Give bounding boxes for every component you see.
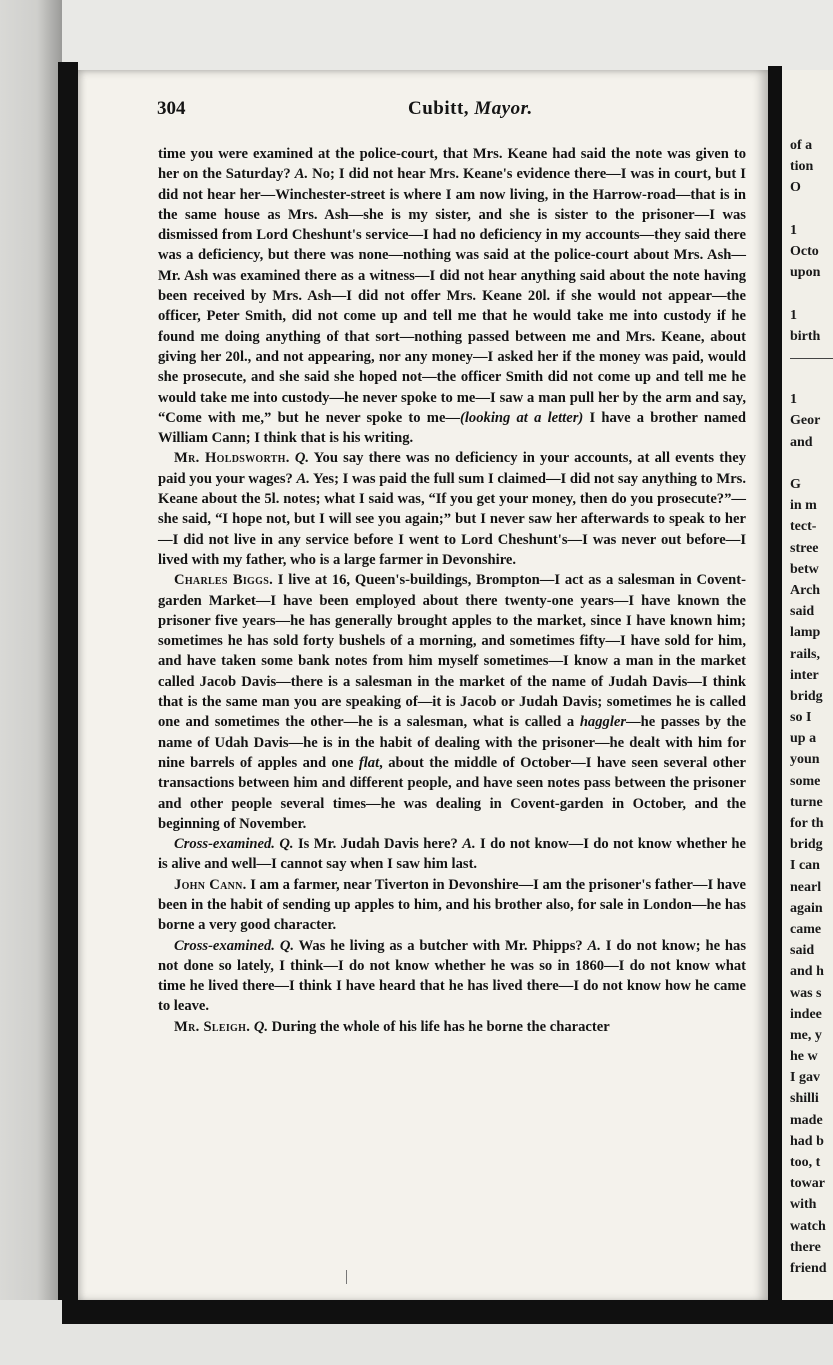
facing-page-line: 1	[790, 307, 797, 323]
facing-page-line: nearl	[790, 879, 822, 895]
running-head-name: Cubitt,	[408, 98, 470, 119]
facing-page-line: 1	[790, 392, 797, 408]
facing-page-line: rails,	[790, 646, 820, 662]
facing-page-line: tect-	[790, 519, 817, 535]
speaker-name: Mr. Sleigh.	[174, 1018, 251, 1035]
facing-page-line	[790, 453, 833, 474]
facing-page-line: said	[790, 604, 815, 620]
facing-page-line: G	[790, 477, 801, 492]
book-page	[78, 70, 768, 1302]
cross-examined-label: Cross-examined.	[174, 937, 275, 954]
text-run: Yes; I was paid the full sum I claimed—I did not say anything to Mrs. Keane about the 5l. notes; what I said was, “If you get your money, then do you prosecute?”—she said, “I hope not, but I will see you again;” but I never saw her afterwards to speak to her—I did not live in any service before I went to Lord Cheshunt's—I was never out before—I lived with my father, who is a large farmer in Devonshire.	[158, 470, 747, 568]
paragraph-cross-examined-biggs	[158, 834, 746, 875]
question-marker: Q.	[294, 450, 310, 467]
facing-page-line	[790, 368, 833, 389]
facing-page-edge	[782, 70, 833, 1302]
facing-page-line: so I	[790, 710, 812, 726]
text-run: During the whole of his life has he borne the character	[268, 1018, 610, 1035]
page-header	[78, 98, 768, 126]
facing-page-line: too, t	[790, 1155, 821, 1170]
facing-page-line: bridg	[790, 837, 823, 853]
facing-page-line: in m	[790, 498, 817, 514]
facing-page-line: Geor	[790, 413, 821, 429]
facing-page-line: upon	[790, 265, 821, 281]
facing-page-line: Arch	[790, 582, 821, 598]
facing-page-line: betw	[790, 561, 819, 577]
facing-page-line: me, y	[790, 1027, 822, 1043]
facing-page-rule	[790, 358, 833, 359]
facing-page-line: came	[790, 921, 822, 937]
paragraph-holdsworth	[158, 448, 746, 570]
facing-page-line: I can	[790, 858, 820, 874]
facing-page-line: up a	[790, 731, 817, 747]
page-mark	[346, 1270, 347, 1284]
facing-page-line: O	[790, 180, 801, 196]
question-marker: Q.	[279, 836, 294, 853]
body-text	[158, 144, 746, 1037]
text-run: You say there was no deficiency in your accounts, at all events they paid you your wages?	[158, 450, 746, 487]
book-bottom-edge	[62, 1300, 833, 1324]
facing-page-line	[790, 283, 833, 304]
italic-term: flat	[358, 754, 380, 771]
scan-left-margin	[0, 0, 62, 1365]
facing-page-line: with	[790, 1197, 817, 1213]
facing-page-line: towar	[790, 1176, 825, 1192]
text-run: , about the middle of October—I have seen several other transactions between him and different people, and have seen notes pass between the prisoner and other people several times—he was dealing in Covent-garden in October, and the beginning of November.	[158, 754, 746, 832]
text-run: I do not know—I do not know whether he is alive and well—I cannot say when I saw him last.	[158, 836, 747, 873]
facing-page-line: of a	[790, 138, 813, 153]
text-run: Was he living as a butcher with Mr. Phipps?	[294, 937, 588, 954]
answer-marker: A.	[587, 937, 601, 954]
scan-top-margin	[0, 0, 833, 70]
facing-page-line: he w	[790, 1049, 818, 1065]
paragraph-continued-testimony	[158, 144, 746, 448]
facing-page-line: indee	[790, 1006, 822, 1022]
paragraph-sleigh	[158, 1017, 746, 1037]
text-run: I am a farmer, near Tiverton in Devonshire—I am the prisoner's father—I have been in the habit of sending up apples to him, and his brother also, for sale in London—he has borne a very good character.	[158, 876, 746, 934]
facing-page-text	[790, 135, 833, 1279]
facing-page-line: there	[790, 1239, 821, 1255]
book-gutter	[768, 66, 782, 1311]
facing-page-line: said	[790, 943, 815, 959]
facing-page-line: watch	[790, 1218, 826, 1234]
page-number: 304	[157, 98, 186, 119]
facing-page-line: lamp	[790, 625, 821, 641]
facing-page-line: bridg	[790, 688, 823, 704]
paragraph-cross-examined-cann	[158, 936, 746, 1017]
speaker-name: Charles Biggs.	[174, 572, 274, 589]
facing-page-line: youn	[790, 752, 820, 768]
facing-page-line: stree	[790, 540, 819, 556]
cross-examined-label: Cross-examined.	[174, 836, 275, 853]
facing-page-line: and	[790, 434, 813, 450]
text-run: No; I did not hear Mrs. Keane's evidence there—I was in court, but I did not hear her—Winchester-street is where I am now living, in the Harrow-road—that is in the same house as Mrs. Ash—she is my sister, and she is sister to the prisoner—I was dismissed from Lord Cheshunt's service—I had no deficiency in my accounts—they said there was a deficiency, but there was none—nothing was said at the police-court about Mrs. Ash—Mr. Ash was examined there as a witness—I did not hear anything said about the note having been received by Mrs. Ash—I did not offer Mrs. Keane 20l. if she would not appear—the officer, Peter Smith, did not come up and tell me that he would take me into custody if he found me doing anything of that sort—nothing passed between me and Mrs. Keane, about giving her 20l., and not appearing, nor any money—I asked her if the money was paid, would she prosecute, and she said she hoped not—the officer Smith did not come up and tell me he would take me into custody—he never spoke to me—I saw a man pull her by the arm and say, “Come with me,” but he never spoke to me—	[158, 166, 746, 426]
question-marker: Q.	[279, 937, 295, 954]
answer-marker: A.	[296, 470, 310, 487]
stage-direction: (looking at a letter)	[460, 409, 584, 426]
speaker-name: John Cann.	[174, 876, 247, 893]
facing-page-line: some	[790, 773, 821, 789]
facing-page-line: made	[790, 1112, 823, 1128]
facing-page-line: I gav	[790, 1070, 820, 1086]
facing-page-line	[790, 199, 833, 220]
paragraph-john-cann	[158, 875, 746, 936]
facing-page-line: friend	[790, 1260, 827, 1276]
facing-page-line: shilli	[790, 1091, 819, 1107]
facing-page-line: for th	[790, 816, 824, 831]
text-run: I live at 16, Queen's-buildings, Brompton—I act as a salesman in Covent-garden Market—I have been employed about there twenty-one years—I have known the prisoner five years—he has generally brought apples to the market, since I have known him; sometimes he has sold forty bushels of a morning, and sometimes fifty—I have sold for him, and have taken some bank notes from him myself sometimes—I know a man in the market called Jacob Davis—there is a salesman in the market of the name of Judah Davis—I think that is the same man you are speaking of—it is Jacob or Judah Davis; sometimes he is called one and sometimes the other—he is a salesman, what is called a	[158, 572, 746, 731]
answer-marker: A.	[294, 166, 309, 183]
text-run: I have a brother named William Cann; I think that is his writing.	[158, 409, 746, 447]
text-run: —he passes by the name of Udah Davis—he is in the habit of dealing with the prisoner—he dealt with him for nine barrels of apples and one	[158, 714, 746, 771]
italic-term: haggler	[579, 714, 627, 731]
paragraph-charles-biggs	[158, 570, 746, 834]
facing-page-line: turne	[790, 794, 823, 810]
facing-page-line: had b	[790, 1133, 824, 1149]
question-marker: Q.	[253, 1018, 269, 1035]
facing-page-line: Octo	[790, 243, 819, 259]
book-binding-edge	[58, 62, 78, 1322]
facing-page-line: 1	[790, 222, 797, 238]
answer-marker: A.	[462, 836, 476, 853]
facing-page-line: was s	[790, 985, 822, 1001]
facing-page-line: and h	[790, 964, 824, 980]
facing-page-line: tion	[790, 159, 814, 175]
running-head	[408, 98, 533, 120]
text-run: I do not know; he has not done so lately, I think—I do not know whether he was so in 1860—I do not know what time he lived there—I think I have heard that he has lived there—I do not know how he came to leave.	[158, 937, 747, 1015]
text-run: time you were examined at the police-court, that Mrs. Keane had said the note was given to her on the Saturday?	[158, 146, 746, 183]
facing-page-line: birth	[790, 328, 821, 344]
facing-page-line: inter	[790, 667, 819, 683]
facing-page-line: again	[790, 900, 823, 916]
text-run: Is Mr. Judah Davis here?	[293, 836, 463, 853]
speaker-name: Mr. Holdsworth.	[174, 450, 290, 467]
running-head-title: Mayor.	[474, 98, 533, 119]
